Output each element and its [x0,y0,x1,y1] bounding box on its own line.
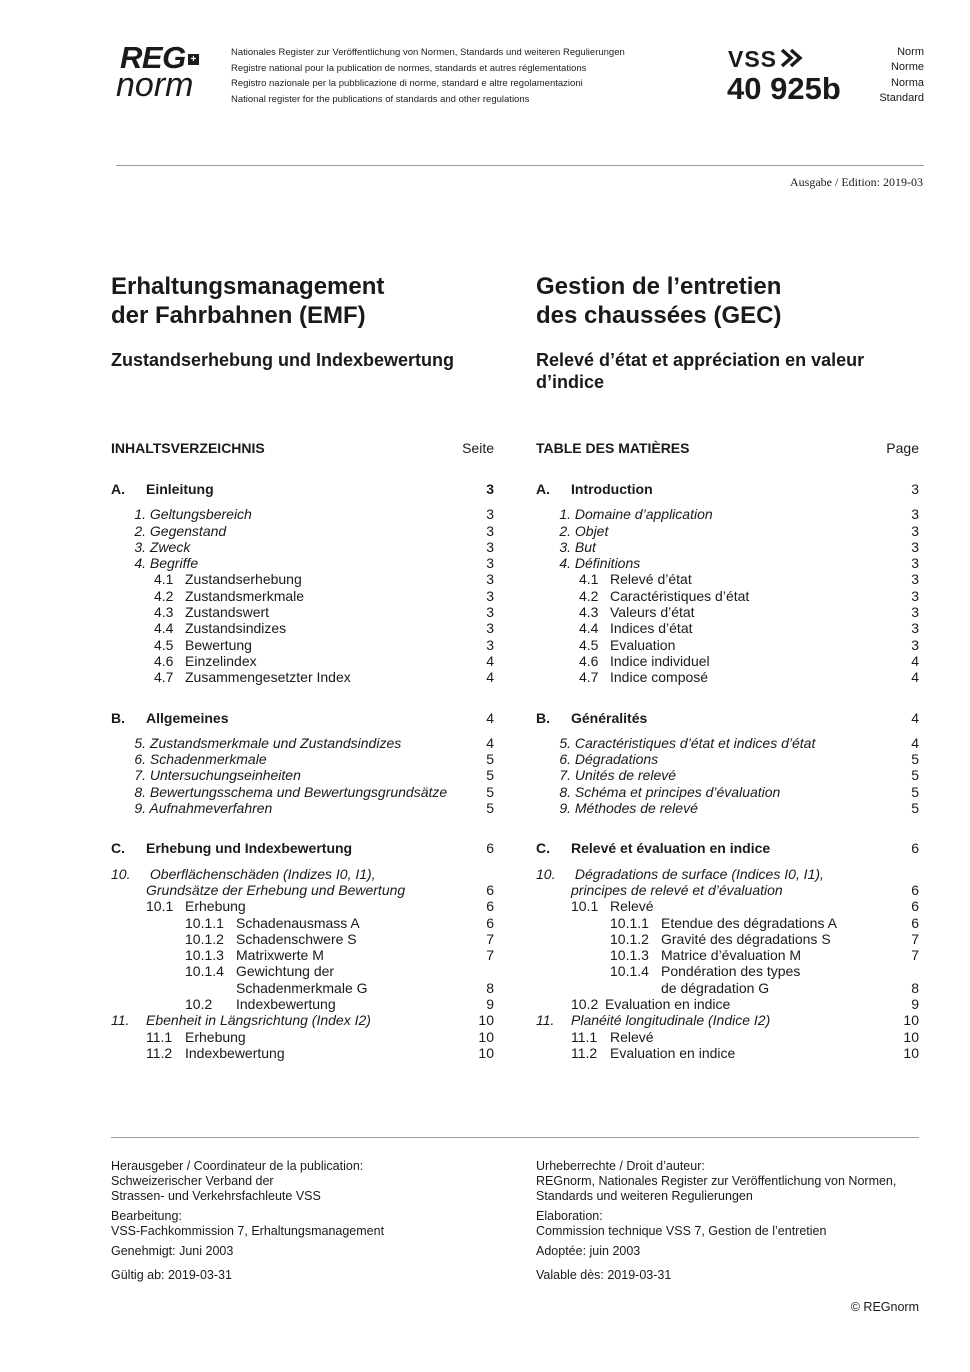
logo-reg-text: REG [120,40,186,75]
toc-entry[interactable]: 4.5 Evaluation 3 [579,636,919,653]
toc-de [111,440,494,1061]
toc-section[interactable]: C. Erhebung und Indexbewertung 6 [111,840,494,857]
toc-entry[interactable]: 5. Zustandsmerkmale und Zustandsindizes 4 [134,734,494,751]
toc-entry-continuation[interactable]: Schadenmerkmale G 8 [236,979,494,996]
toc-section[interactable]: A. Einleitung 3 [111,481,494,497]
toc-entry[interactable]: 8. Schéma et principes d’évaluation 5 [559,783,919,800]
toc-entry[interactable]: 10.1.2 Gravité des dégradations S 7 [610,930,919,947]
toc-page-label: Seite [462,440,494,456]
toc-entry[interactable]: 2. Objet 3 [559,522,919,539]
copyright-line2: Standards und weiteren Regulierungen [536,1189,753,1203]
footer-right [536,1159,936,1283]
standard-number: 40 925b [727,71,841,106]
toc-entry-continuation[interactable]: Grundsätze der Erhebung und Bewertung 6 [146,881,494,898]
vss-chevron-icon [779,47,805,69]
title-fr-line2: des chaussées (GEC) [536,302,782,329]
footer-left [111,1159,511,1283]
copyright-notice: © REGnorm [850,1300,919,1314]
toc-entry[interactable]: 10.1 Relevé 6 [571,898,919,915]
copyright-label: Urheberrechte / Droit d’auteur: [536,1159,705,1173]
toc-entry[interactable]: 6. Schadenmerkmale 5 [134,751,494,768]
elaboration-value: Commission technique VSS 7, Gestion de l’entretien [536,1224,827,1238]
toc-entry[interactable]: 11.1 Relevé 10 [571,1028,919,1045]
norm-type-en: Standard [879,91,924,104]
title-de-line2: der Fahrbahnen (EMF) [111,302,366,329]
toc-entry[interactable]: 10.2 Indexbewertung 9 [185,996,494,1013]
toc-header [536,440,919,460]
editing-value: VSS-Fachkommission 7, Erhaltungsmanagement [111,1224,385,1238]
title-fr [536,272,781,330]
toc-entry[interactable]: 8. Bewertungsschema und Bewertungsgrundsätze 5 [134,783,494,800]
elaboration-label: Elaboration: [536,1209,603,1223]
toc-entry-continuation[interactable]: principes de relevé et d’évaluation 6 [571,881,919,898]
toc-entry[interactable]: 4.2 Zustandsmerkmale 3 [154,587,494,604]
toc-entry[interactable]: 4.1 Zustandserhebung 3 [154,571,494,588]
toc-entry[interactable]: 4. Définitions 3 [559,555,919,572]
toc-entry[interactable]: 4.2 Caractéristiques d’état 3 [579,587,919,604]
toc-section[interactable]: C. Relevé et évaluation en indice 6 [536,840,919,857]
norm-type-de: Norm [897,46,924,58]
toc-entry[interactable]: 10.2 Evaluation en indice 9 [571,996,919,1013]
title-de [111,272,384,330]
toc-section[interactable]: B. Allgemeines 4 [111,709,494,726]
toc-entry[interactable]: 11.1 Erhebung 10 [146,1028,494,1045]
valid-from-fr: Valable dès: 2019-03-31 [536,1268,672,1282]
subtitle-de: Zustandserhebung und Indexbewertung [111,350,455,370]
toc-entry[interactable]: 1. Domaine d’application 3 [559,506,919,523]
edition: Ausgabe / Edition: 2019-03 [790,175,923,189]
toc-entry[interactable]: 11.2 Evaluation en indice 10 [571,1044,919,1061]
toc-entry[interactable]: 10.1.2 Schadenschwere S 7 [185,930,494,947]
toc-entry[interactable]: 4.1 Relevé d’état 3 [579,571,919,588]
copyright-line1: REGnorm, Nationales Register zur Veröffentlichung von Normen, [536,1174,897,1188]
toc-entry[interactable]: 4.7 Zusammengesetzter Index 4 [154,669,494,686]
norm-type-it: Norma [890,76,924,89]
publisher-label: Herausgeber / Coordinateur de la publication: [111,1159,364,1173]
toc-entry[interactable]: 10.1.1 Etendue des dégradations A 6 [610,914,919,931]
norm-type-list [879,45,924,106]
toc-entry[interactable]: 4.4 Zustandsindizes 3 [154,620,494,637]
toc-entry[interactable]: 4.7 Indice composé 4 [579,669,919,686]
toc-entry[interactable]: 7. Unités de relevé 5 [559,767,919,784]
adopted-date: Adoptée: juin 2003 [536,1244,641,1258]
publisher-line1: Schweizerischer Verband der [111,1174,274,1188]
publisher-line2: Strassen- und Verkehrsfachleute VSS [111,1189,321,1203]
toc-entry[interactable]: 10.1.1 Schadenausmass A 6 [185,914,494,931]
register-descriptions [231,45,625,107]
toc-section[interactable]: A. Introduction 3 [536,481,919,497]
subtitle-fr-line1: Relevé d’état et appréciation en valeur [536,350,865,370]
toc-title: TABLE DES MATIÈRES [536,440,690,456]
toc-entry[interactable]: 4.6 Indice individuel 4 [579,652,919,669]
toc-entry[interactable]: 4.4 Indices d’état 3 [579,620,919,637]
toc-entry[interactable]: 10.1.4 Gewichtung der [185,963,335,980]
approved-date: Genehmigt: Juni 2003 [111,1244,234,1258]
toc-entry[interactable]: 3. But 3 [559,538,919,555]
toc-entry[interactable]: 4.6 Einzelindex 4 [154,652,494,669]
toc-entry[interactable]: 10.1.4 Pondération des types [610,963,801,980]
regnorm-logo-norm: norm [116,66,194,104]
register-en: National register for the publications of standards and other regulations [231,93,530,105]
subtitle-fr-line2: d’indice [536,372,605,392]
toc-entry[interactable]: 10. Oberflächenschäden (Indizes I0, I1), [111,865,376,882]
title-de-line1: Erhaltungsmanagement [111,273,385,300]
header-divider [116,165,924,166]
toc-entry[interactable]: 9. Aufnahmeverfahren 5 [134,800,494,817]
toc-entry[interactable]: 10. Dégradations de surface (Indices I0, I1), [536,865,824,882]
register-it: Registro nazionale per la pubblicazione di norme, standard e altre regolamentazioni [231,78,583,89]
register-de: Nationales Register zur Veröffentlichung von Normen, Standards und weiteren Regulierungen [231,47,625,58]
title-fr-line1: Gestion de l’entretien [536,273,782,300]
toc-section[interactable]: B. Généralités 4 [536,709,919,726]
toc-entry[interactable]: 5. Caractéristiques d’état et indices d’état 4 [559,734,919,751]
toc-entry-continuation[interactable]: de dégradation G 8 [661,979,919,996]
toc-entry[interactable]: 7. Untersuchungseinheiten 5 [134,767,494,784]
toc-entry[interactable]: 4.5 Bewertung 3 [154,636,494,653]
toc-entry[interactable]: 2. Gegenstand 3 [134,522,494,539]
toc-fr [536,440,919,1061]
editing-label: Bearbeitung: [111,1209,182,1223]
toc-entry[interactable]: 11.2 Indexbewertung 10 [146,1044,494,1061]
toc-title: INHALTSVERZEICHNIS [111,440,265,456]
valid-from: Gültig ab: 2019-03-31 [111,1268,232,1282]
swiss-cross-icon: + [188,54,199,65]
toc-entry[interactable]: 4.3 Valeurs d’état 3 [579,604,919,621]
toc-entry[interactable]: 1. Geltungsbereich 3 [134,506,494,523]
toc-header [111,440,494,460]
register-fr: Registre national pour la publication de normes, standards et autres réglementations [231,62,587,74]
toc-entry[interactable]: 4.3 Zustandswert 3 [154,604,494,621]
toc-entry[interactable]: 9. Méthodes de relevé 5 [559,800,919,817]
toc-entry[interactable]: 10.1 Erhebung 6 [146,898,494,915]
toc-entry[interactable]: 11. Planéité longitudinale (Indice I2) 10 [536,1012,919,1029]
toc-entry[interactable]: 10.1.3 Matrixwerte M 7 [185,947,494,964]
toc-entry[interactable]: 3. Zweck 3 [134,538,494,555]
toc-entry[interactable]: 10.1.3 Matrice d’évaluation M 7 [610,947,919,964]
norm-type-fr: Norme [890,61,924,74]
toc-entry[interactable]: 6. Dégradations 5 [559,751,919,768]
subtitle-fr [536,349,864,393]
toc-entry[interactable]: 11. Ebenheit in Längsrichtung (Index I2) 10 [111,1012,494,1029]
toc-page-label: Page [886,440,919,456]
footer-divider [111,1137,919,1138]
vss-logo: VSS [728,47,805,71]
toc-entry[interactable]: 4. Begriffe 3 [134,555,494,572]
